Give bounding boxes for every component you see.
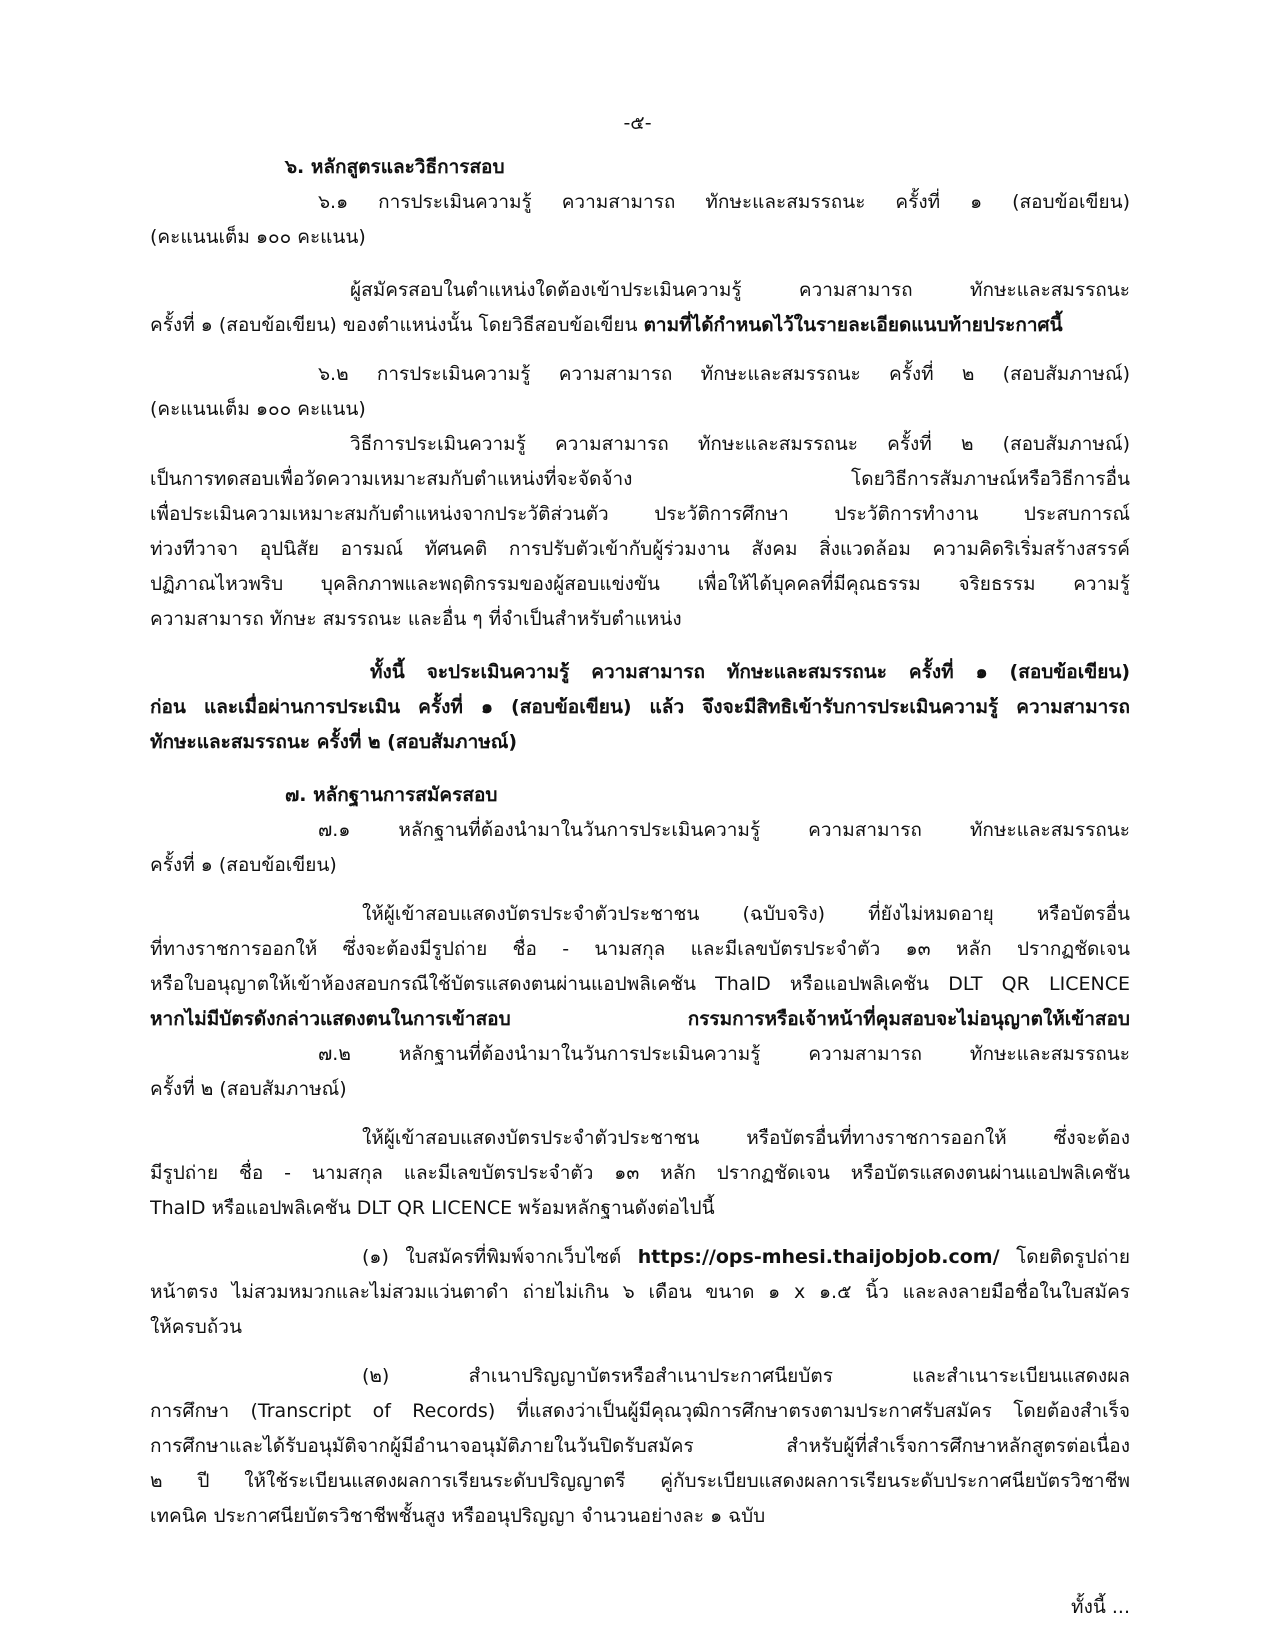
section-7-1-title-cont: ครั้งที่ ๑ (สอบข้อเขียน)	[150, 854, 337, 876]
item-1-text: โดยติดรูปถ่าย	[999, 1246, 1130, 1268]
section-6-1-title: ๖.๑ การประเมินความรู้ ความสามารถ ทักษะและสมรรถนะ ครั้งที่ ๑ (สอบข้อเขียน)	[318, 191, 1130, 213]
item-1-line: หน้าตรง ไม่สวมหมวกและไม่สวมแว่นตาดำ ถ่ายไม่เกิน ๖ เดือน ขนาด ๑ x ๑.๕ นิ้ว และลงลายมือชื่อในใบสมัคร	[150, 1281, 1130, 1303]
item-2-line: ๒ ปี ให้ใช้ระเบียนแสดงผลการเรียนระดับปริญญาตรี คู่กับระเบียบแสดงผลการเรียนระดับประกาศนียบัตรวิชาชีพ	[150, 1470, 1130, 1492]
section-7-1-para-line: ให้ผู้เข้าสอบแสดงบัตรประจำตัวประชาชน (ฉบับจริง) ที่ยังไม่หมดอายุ หรือบัตรอื่น	[362, 903, 1130, 925]
section-6-1-para-text: ครั้งที่ ๑ (สอบข้อเขียน) ของตำแหน่งนั้น โดยวิธีสอบข้อเขียน	[150, 314, 644, 336]
section-6-1-para-line	[150, 308, 1130, 343]
item-1-line	[150, 1240, 1130, 1275]
section-7-1-para-line: ที่ทางราชการออกให้ ซึ่งจะต้องมีรูปถ่าย ชื่อ - นามสกุล และมีเลขบัตรประจำตัว ๑๓ หลัก ปรากฏชัดเจน	[150, 938, 1130, 960]
item-1-text: (๑) ใบสมัครที่พิมพ์จากเว็บไซต์	[362, 1246, 638, 1268]
application-website-link[interactable]: https://ops-mhesi.thaijobjob.com/	[637, 1246, 1000, 1268]
section-6-2-para-line: ความสามารถ ทักษะ สมรรถนะ และอื่น ๆ ที่จำเป็นสำหรับตำแหน่ง	[150, 608, 682, 630]
section-6-heading: ๖. หลักสูตรและวิธีการสอบ	[285, 156, 505, 178]
section-6-2-title: ๖.๒ การประเมินความรู้ ความสามารถ ทักษะและสมรรถนะ ครั้งที่ ๒ (สอบสัมภาษณ์)	[318, 363, 1130, 385]
section-6-2-para-line: วิธีการประเมินความรู้ ความสามารถ ทักษะและสมรรถนะ ครั้งที่ ๒ (สอบสัมภาษณ์)	[350, 433, 1130, 455]
item-2-line: การศึกษาและได้รับอนุมัติจากผู้มีอำนาจอนุมัติภายในวันปิดรับสมัคร สำหรับผู้ที่สำเร็จการศึกษาหลักสูตรต่อเนื่อง	[150, 1435, 1130, 1457]
section-6-2-score: (คะแนนเต็ม ๑๐๐ คะแนน)	[150, 398, 366, 420]
item-2-line: (๒) สำเนาปริญญาบัตรหรือสำเนาประกาศนียบัตร และสำเนาระเบียนแสดงผล	[362, 1365, 1130, 1387]
section-7-2-para-line: ให้ผู้เข้าสอบแสดงบัตรประจำตัวประชาชน หรือบัตรอื่นที่ทางราชการออกให้ ซึ่งจะต้อง	[362, 1127, 1130, 1149]
continuation-note: ทั้งนี้ ...	[1071, 1596, 1130, 1618]
section-6-2-para-line: ท่วงทีวาจา อุปนิสัย อารมณ์ ทัศนคติ การปรับตัวเข้ากับผู้ร่วมงาน สังคม สิ่งแวดล้อม ความคิดริเริ่มสร้างสรรค์	[150, 538, 1130, 560]
section-7-1-para-line: หรือใบอนุญาตให้เข้าห้องสอบกรณีใช้บัตรแสดงตนผ่านแอปพลิเคชัน ThaID หรือแอปพลิเคชัน DLT QR LICENCE	[150, 973, 1130, 995]
section-6-1-para-bold: ตามที่ได้กำหนดไว้ในรายละเอียดแนบท้ายประกาศนี้	[643, 314, 1063, 336]
item-2-line: เทคนิค ประกาศนียบัตรวิชาชีพชั้นสูง หรืออนุปริญญา จำนวนอย่างละ ๑ ฉบับ	[150, 1505, 766, 1527]
section-6-note-line: ทั้งนี้ จะประเมินความรู้ ความสามารถ ทักษะและสมรรถนะ ครั้งที่ ๑ (สอบข้อเขียน)	[370, 661, 1130, 683]
document-body	[150, 150, 1130, 1534]
section-6-1-para-line: ผู้สมัครสอบในตำแหน่งใดต้องเข้าประเมินความรู้ ความสามารถ ทักษะและสมรรถนะ	[350, 279, 1130, 301]
section-7-2-title-cont: ครั้งที่ ๒ (สอบสัมภาษณ์)	[150, 1078, 347, 1100]
item-1-line: ให้ครบถ้วน	[150, 1316, 242, 1338]
section-6-1-score: (คะแนนเต็ม ๑๐๐ คะแนน)	[150, 226, 366, 248]
section-7-2-para-line: ThaID หรือแอปพลิเคชัน DLT QR LICENCE พร้อมหลักฐานดังต่อไปนี้	[150, 1197, 715, 1219]
item-2-line: การศึกษา (Transcript of Records) ที่แสดงว่าเป็นผู้มีคุณวุฒิการศึกษาตรงตามประกาศรับสมัคร โดยต้องสำเร็จ	[150, 1400, 1130, 1422]
section-6-2-para-line: เพื่อประเมินความเหมาะสมกับตำแหน่งจากประวัติส่วนตัว ประวัติการศึกษา ประวัติการทำงาน ประสบการณ์	[150, 503, 1130, 525]
section-7-2-para-line: มีรูปถ่าย ชื่อ - นามสกุล และมีเลขบัตรประจำตัว ๑๓ หลัก ปรากฏชัดเจน หรือบัตรแสดงตนผ่านแอปพลิเคชัน	[150, 1162, 1130, 1184]
section-7-1-warning: หากไม่มีบัตรดังกล่าวแสดงตนในการเข้าสอบ กรรมการหรือเจ้าหน้าที่คุมสอบจะไม่อนุญาตให้เข้าสอบ	[150, 1008, 1130, 1030]
section-7-heading: ๗. หลักฐานการสมัครสอบ	[285, 784, 498, 806]
section-7-1-title: ๗.๑ หลักฐานที่ต้องนำมาในวันการประเมินความรู้ ความสามารถ ทักษะและสมรรถนะ	[318, 819, 1130, 841]
section-6-2-para-line: เป็นการทดสอบเพื่อวัดความเหมาะสมกับตำแหน่งที่จะจัดจ้าง โดยวิธีการสัมภาษณ์หรือวิธีการอื่น	[150, 468, 1130, 490]
section-7-2-title: ๗.๒ หลักฐานที่ต้องนำมาในวันการประเมินความรู้ ความสามารถ ทักษะและสมรรถนะ	[318, 1043, 1130, 1065]
section-6-2-para-line: ปฏิภาณไหวพริบ บุคลิกภาพและพฤติกรรมของผู้สอบแข่งขัน เพื่อให้ได้บุคคลที่มีคุณธรรม จริยธรรม ความรู้	[150, 573, 1130, 595]
section-6-note-line: ก่อน และเมื่อผ่านการประเมิน ครั้งที่ ๑ (สอบข้อเขียน) แล้ว จึงจะมีสิทธิเข้ารับการประเมินความรู้ ความสามารถ	[150, 696, 1130, 718]
page-number: -๕-	[623, 112, 652, 134]
section-6-note-line: ทักษะและสมรรถนะ ครั้งที่ ๒ (สอบสัมภาษณ์)	[150, 731, 518, 753]
